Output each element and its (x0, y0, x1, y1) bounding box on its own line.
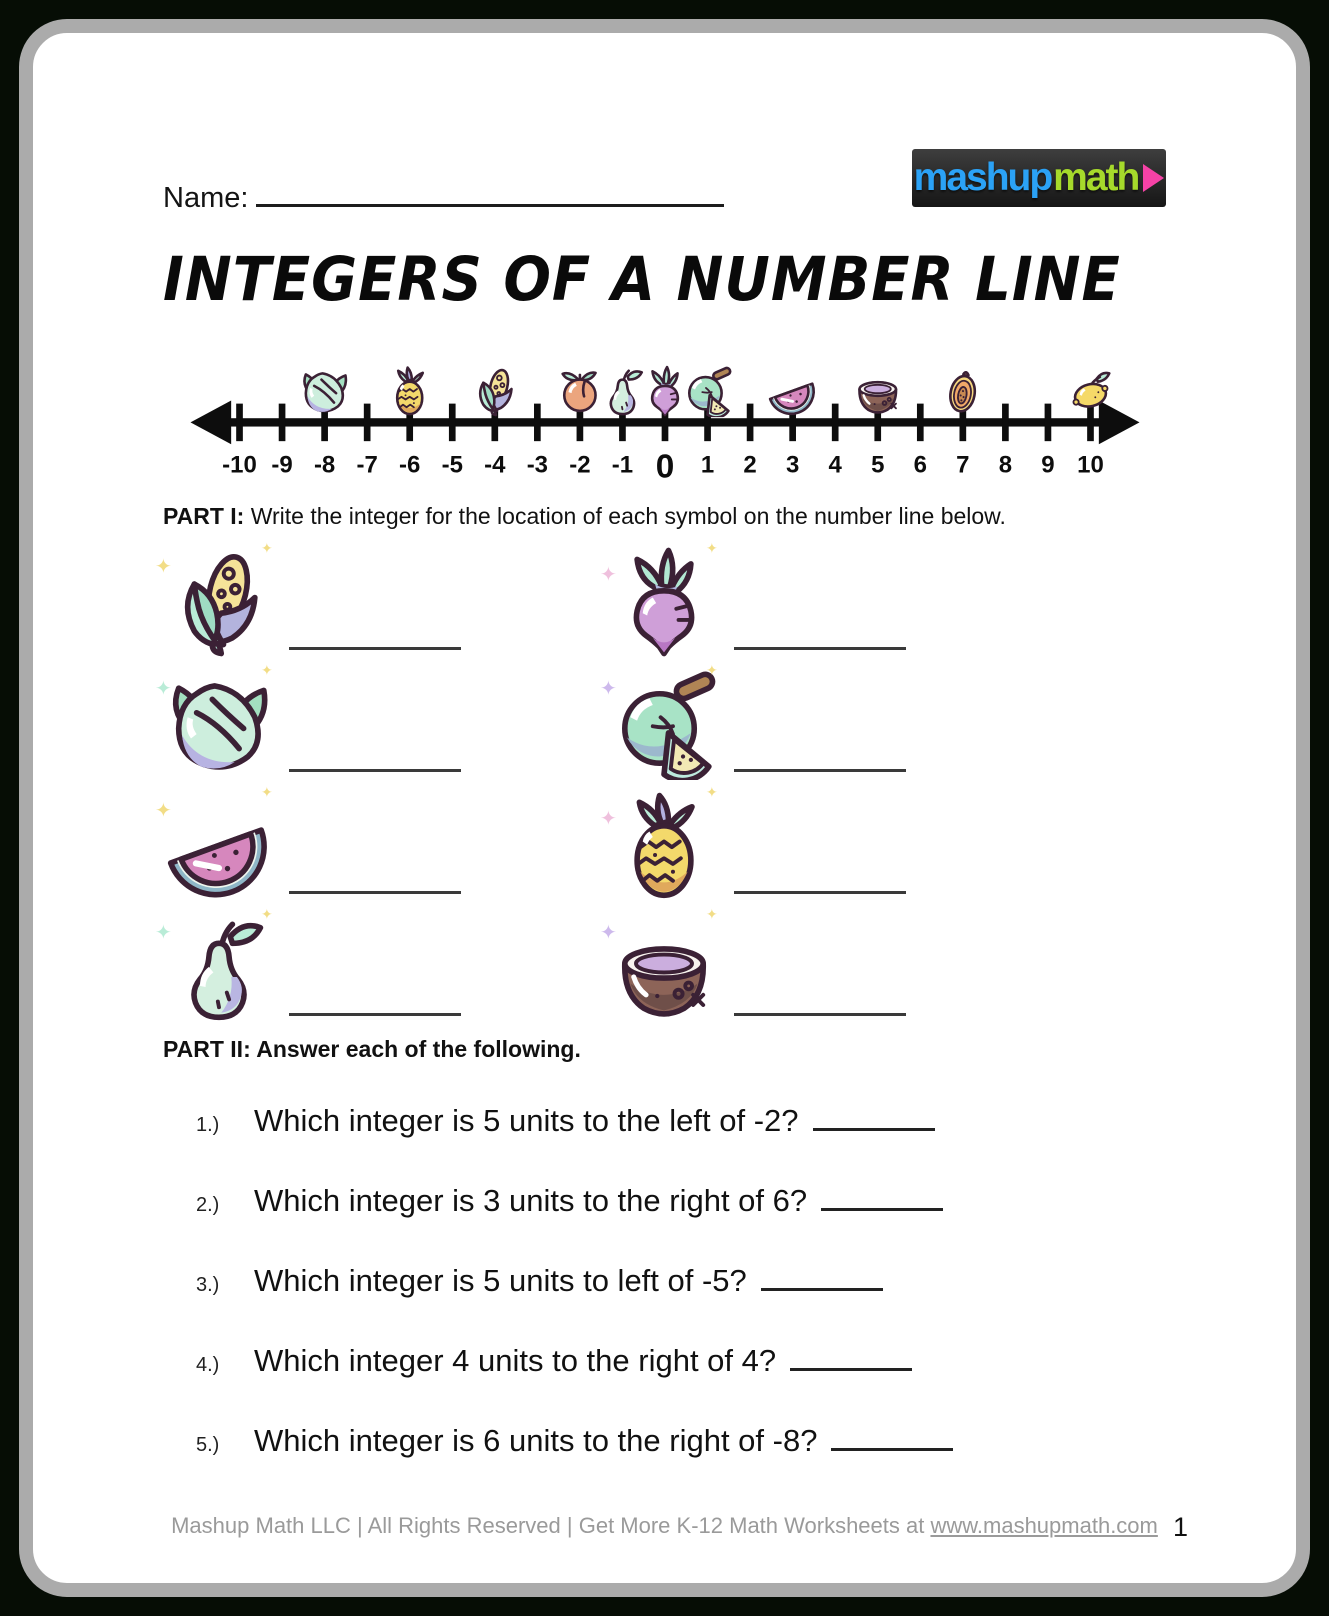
tick-mark (363, 404, 370, 442)
left-arrow-icon (190, 400, 231, 444)
question-text: Which integer is 5 units to left of -5? (254, 1263, 747, 1298)
question-row (196, 1177, 1166, 1225)
pear-icon (194, 924, 260, 1017)
question-row (196, 1337, 1166, 1385)
header (163, 33, 1166, 215)
tick-label: 7 (955, 451, 970, 479)
tick-label: 4 (828, 451, 842, 479)
tick-label: 6 (913, 451, 927, 479)
melon-icon (689, 367, 731, 418)
play-arrow-icon (1143, 164, 1164, 192)
answer-blank[interactable] (734, 1013, 906, 1016)
worksheet-page (19, 19, 1310, 1597)
tick-label: -8 (313, 451, 335, 479)
tick-mark (831, 404, 838, 442)
part1-item (608, 782, 920, 902)
melon-icon (625, 672, 715, 780)
coconut-icon (859, 382, 896, 412)
number-line (184, 340, 1146, 491)
question-answer-blank[interactable] (813, 1097, 935, 1131)
question-text: Which integer 4 units to the right of 4? (254, 1343, 777, 1378)
page-number: 1 (1172, 1512, 1188, 1542)
tick-label: -1 (611, 451, 633, 479)
tick-mark (1087, 404, 1094, 442)
name-row (163, 177, 724, 215)
number-line-svg (184, 340, 1146, 486)
tick-label: -6 (398, 451, 420, 479)
tick-label: 10 (1076, 451, 1104, 479)
cabbage-icon (176, 686, 265, 769)
question-answer-blank[interactable] (790, 1337, 912, 1371)
question-number: 4.) (196, 1354, 220, 1376)
pineapple-icon (637, 796, 692, 896)
mashupmath-logo (912, 149, 1166, 207)
part1-instructions: Write the integer for the location of each symbol on the number line below. (244, 503, 1006, 529)
tick-label: -3 (526, 451, 548, 479)
tick-label: -4 (483, 451, 505, 479)
papaya-icon (947, 370, 977, 413)
question-answer-blank[interactable] (761, 1257, 883, 1291)
tick-mark (1002, 404, 1009, 442)
part1-label: PART I: (163, 503, 245, 529)
pineapple-icon (397, 368, 423, 414)
part2-questions (163, 1097, 1166, 1465)
tick-label: -2 (568, 451, 591, 479)
coconut-icon (625, 949, 704, 1014)
tick-label: 3 (785, 451, 799, 479)
footer (33, 1513, 1296, 1539)
tick-label: 0 (655, 448, 674, 486)
tick-label: -9 (270, 451, 293, 479)
part1-item (608, 904, 920, 1024)
part1-heading (163, 503, 1166, 530)
tick-label: 8 (998, 451, 1012, 479)
tick-label: 9 (1040, 451, 1055, 479)
page-content (33, 33, 1296, 1465)
watermelon-icon (171, 830, 275, 902)
footer-link[interactable]: www.mashupmath.com (930, 1513, 1158, 1538)
answer-blank[interactable] (289, 769, 461, 772)
part1-grid (163, 538, 1166, 1024)
answer-blank[interactable] (289, 647, 461, 650)
question-answer-blank[interactable] (821, 1177, 943, 1211)
question-text: Which integer is 5 units to the left of -2? (254, 1103, 799, 1138)
part1-item (163, 660, 475, 780)
part1-item (608, 538, 920, 658)
radish-icon (652, 367, 678, 415)
cabbage-icon (304, 373, 345, 411)
tick-label: 5 (870, 451, 884, 479)
question-row (196, 1257, 1166, 1305)
part2-heading: PART II: Answer each of the following. (163, 1036, 581, 1062)
question-number: 2.) (196, 1194, 220, 1216)
tick-mark (278, 404, 285, 442)
answer-blank[interactable] (734, 769, 906, 772)
question-row (196, 1097, 1166, 1145)
footer-text: Mashup Math LLC | All Rights Reserved | Get More K-12 Math Worksheets at (171, 1513, 931, 1538)
pear-icon (610, 371, 641, 414)
answer-blank[interactable] (734, 647, 906, 650)
tick-label: 1 (700, 451, 714, 479)
corn-icon (480, 368, 511, 415)
answer-blank[interactable] (734, 891, 906, 894)
question-text: Which integer is 3 units to the right of 6? (254, 1183, 808, 1218)
part1-item (163, 782, 475, 902)
answer-blank[interactable] (289, 891, 461, 894)
question-number: 1.) (196, 1114, 220, 1136)
part1-item (163, 538, 475, 658)
question-number: 5.) (196, 1434, 220, 1456)
part1-item (608, 660, 920, 780)
question-answer-blank[interactable] (831, 1417, 953, 1451)
tick-mark (916, 404, 923, 442)
tick-label: -7 (356, 451, 378, 479)
radish-icon (636, 550, 691, 653)
question-row (196, 1417, 1166, 1465)
watermelon-icon (770, 384, 820, 420)
tick-mark (534, 404, 541, 442)
peach-icon (562, 373, 595, 411)
page-title: INTEGERS OF A NUMBER LINE (163, 245, 1121, 316)
logo-text-math: math (1053, 156, 1139, 199)
tick-mark (236, 404, 243, 442)
right-arrow-icon (1098, 400, 1139, 444)
answer-blank[interactable] (289, 1013, 461, 1016)
tick-mark (746, 404, 753, 442)
name-input-line[interactable] (256, 177, 724, 207)
tick-label: -5 (441, 451, 463, 479)
tick-mark (448, 404, 455, 442)
tick-mark (1044, 404, 1051, 442)
name-label: Name: (163, 182, 249, 214)
tick-label: 2 (742, 451, 757, 479)
part1-item (163, 904, 475, 1024)
tick-label: -10 (221, 451, 257, 479)
question-text: Which integer is 6 units to the right of -8? (254, 1423, 818, 1458)
corn-icon (188, 553, 255, 654)
question-number: 3.) (196, 1274, 220, 1296)
logo-text-mashup: mashup (913, 156, 1052, 199)
